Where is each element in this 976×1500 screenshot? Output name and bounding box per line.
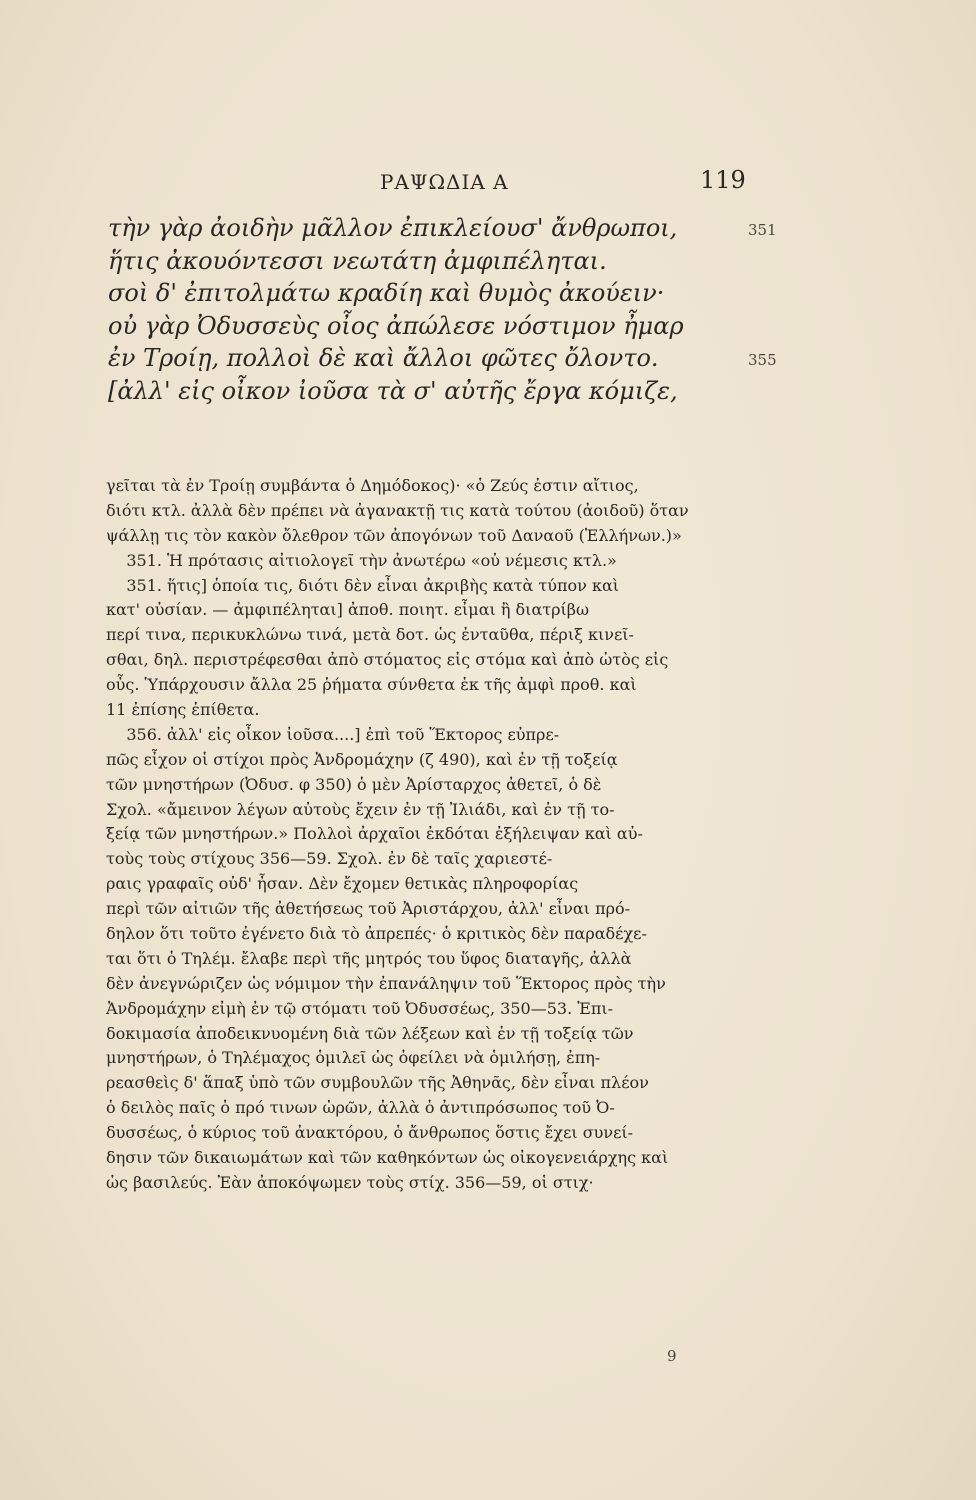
commentary-block <box>106 474 766 1196</box>
commentary-line: οὖς. Ὑπάρχουσιν ἄλλα 25 ῥήματα σύνθετα ἐκ τῆς ἀμφὶ προθ. καὶ <box>106 675 637 695</box>
verse-line <box>108 342 808 375</box>
commentary-line: ραις γραφαῖς οὐδ' ἦσαν. Δὲν ἔχομεν θετικὰς πληροφορίας <box>106 874 579 894</box>
commentary-line: ξείᾳ τῶν μνηστήρων.» Πολλοὶ ἀρχαῖοι ἐκδόται ἐξήλειψαν καὶ αὐ- <box>106 824 643 844</box>
verse-line-number: 355 <box>748 351 777 369</box>
commentary-line: ρεασθεὶς δ' ἅπαξ ὑπὸ τῶν συμβουλῶν τῆς Ἀθηνᾶς, δὲν εἶναι πλέον <box>106 1073 649 1093</box>
page-number: 119 <box>700 166 746 194</box>
verse-text: [ἀλλ' εἰς οἶκον ἰοῦσα τὰ σ' αὐτῆς ἔργα κόμιζε, <box>108 376 678 405</box>
commentary-line: 351. ἥτις] ὁποία τις, διότι δὲν εἶναι ἀκριβὴς κατὰ τύπον καὶ <box>106 575 620 595</box>
verse-text: ἐν Τροίῃ, πολλοὶ δὲ καὶ ἄλλοι φῶτες ὄλοντο. <box>108 344 659 372</box>
verse-line <box>108 277 808 310</box>
commentary-line: κατ' οὐσίαν. — ἀμφιπέληται] ἀποθ. ποιητ. εἶμαι ἢ διατρίβω <box>106 600 590 620</box>
commentary-line: ψάλλῃ τις τὸν κακὸν ὄλεθρον τῶν ἀπογόνων τοῦ Δαναοῦ (Ἑλλήνων.)» <box>106 525 682 545</box>
verse-text: ἥτις ἀκουόντεσσι νεωτάτη ἀμφιπέληται. <box>108 246 607 275</box>
verse-line <box>108 245 808 278</box>
commentary-line: δυσσέως, ὁ κύριος τοῦ ἀνακτόρου, ὁ ἄνθρωπος ὅστις ἔχει συνεί- <box>106 1123 634 1143</box>
verse-line <box>108 212 808 245</box>
running-head: ΡΑΨΩΔΙΑ Α <box>380 170 509 194</box>
commentary-line: δηλον ὅτι τοῦτο ἐγένετο διὰ τὸ ἀπρεπές· ὁ κριτικὸς δὲν παραδέχε- <box>106 924 647 944</box>
commentary-line: Ἀνδρομάχην εἰμὴ ἐν τῷ στόματι τοῦ Ὀδυσσέως, 350—53. Ἐπι- <box>106 998 614 1018</box>
verse-line <box>108 310 808 343</box>
commentary-line: ται ὅτι ὁ Τηλέμ. ἔλαβε περὶ τῆς μητρός του ὕφος διαταγῆς, ἀλλὰ <box>106 948 632 968</box>
commentary-line: τοὺς τοὺς στίχους 356—59. Σχολ. ἐν δὲ ταῖς χαριεστέ- <box>106 849 553 869</box>
commentary-line: δοκιμασία ἀποδεικνυομένη διὰ τῶν λέξεων καὶ ἐν τῇ τοξείᾳ τῶν <box>106 1023 634 1043</box>
signature-mark: 9 <box>667 1347 677 1365</box>
commentary-line: ὡς βασιλεύς. Ἐὰν ἀποκόψωμεν τοὺς στίχ. 356—59, οἱ στιχ· <box>106 1172 594 1192</box>
commentary-line: 11 ἐπίσης ἐπίθετα. <box>106 700 260 720</box>
verse-line <box>108 375 808 408</box>
commentary-line: μνηστήρων, ὁ Τηλέμαχος ὁμιλεῖ ὡς ὀφείλει νὰ ὁμιλήσῃ, ἐπη- <box>106 1048 601 1068</box>
commentary-line: 356. ἀλλ' εἰς οἶκον ἰοῦσα....] ἐπὶ τοῦ Ἕκτορος εὐπρε- <box>106 724 560 744</box>
commentary-line: δησιν τῶν δικαιωμάτων καὶ τῶν καθηκόντων ὡς οἰκογενειάρχης καὶ <box>106 1148 669 1168</box>
commentary-line: γεῖται τὰ ἐν Τροίῃ συμβάντα ὁ Δημόδοκος)· «ὁ Ζεύς ἐστιν αἴτιος, <box>106 476 639 495</box>
verse-text: οὐ γὰρ Ὀδυσσεὺς οἶος ἀπώλεσε νόστιμον ἦμαρ <box>108 311 684 340</box>
verse-block <box>108 212 808 407</box>
commentary-line: δὲν ἀνεγνώριζεν ὡς νόμιμον τὴν ἐπανάληψιν τοῦ Ἕκτορος πρὸς τὴν <box>106 973 666 993</box>
verse-text: τὴν γὰρ ἀοιδὴν μᾶλλον ἐπικλείουσ' ἄνθρωποι, <box>108 214 678 242</box>
commentary-line: τῶν μνηστήρων (Ὀδυσ. φ 350) ὁ μὲν Ἀρίσταρχος ἀθετεῖ, ὁ δὲ <box>106 774 602 794</box>
commentary-line: 351. Ἡ πρότασις αἰτιολογεῖ τὴν ἀνωτέρω «οὐ νέμεσις κτλ.» <box>106 550 617 570</box>
verse-line-number: 351 <box>748 221 777 239</box>
commentary-line: ὁ δειλὸς παῖς ὁ πρό τινων ὡρῶν, ἀλλὰ ὁ ἀντιπρόσωπος τοῦ Ὀ- <box>106 1098 615 1118</box>
commentary-line: πῶς εἶχον οἱ στίχοι πρὸς Ἀνδρομάχην (ζ 490), καὶ ἐν τῇ τοξείᾳ <box>106 749 618 769</box>
commentary-line: περί τινα, περικυκλώνω τινά, μετὰ δοτ. ὡς ἐνταῦθα, πέριξ κινεῖ- <box>106 625 634 645</box>
commentary-line: Σχολ. «ἄμεινον λέγων αὐτοὺς ἔχειν ἐν τῇ Ἰλιάδι, καὶ ἐν τῇ το- <box>106 799 615 819</box>
commentary-line: διότι κτλ. ἀλλὰ δὲν πρέπει νὰ ἀγανακτῇ τις κατὰ τούτου (ἀοιδοῦ) ὅταν <box>106 500 689 520</box>
commentary-line: σθαι, δηλ. περιστρέφεσθαι ἀπὸ στόματος εἰς στόμα καὶ ἀπὸ ὠτὸς εἰς <box>106 650 669 670</box>
commentary-line: περὶ τῶν αἰτιῶν τῆς ἀθετήσεως τοῦ Ἀριστάρχου, ἀλλ' εἶναι πρό- <box>106 899 631 919</box>
verse-text: σοὶ δ' ἐπιτολμάτω κραδίη καὶ θυμὸς ἀκούειν· <box>108 279 665 307</box>
